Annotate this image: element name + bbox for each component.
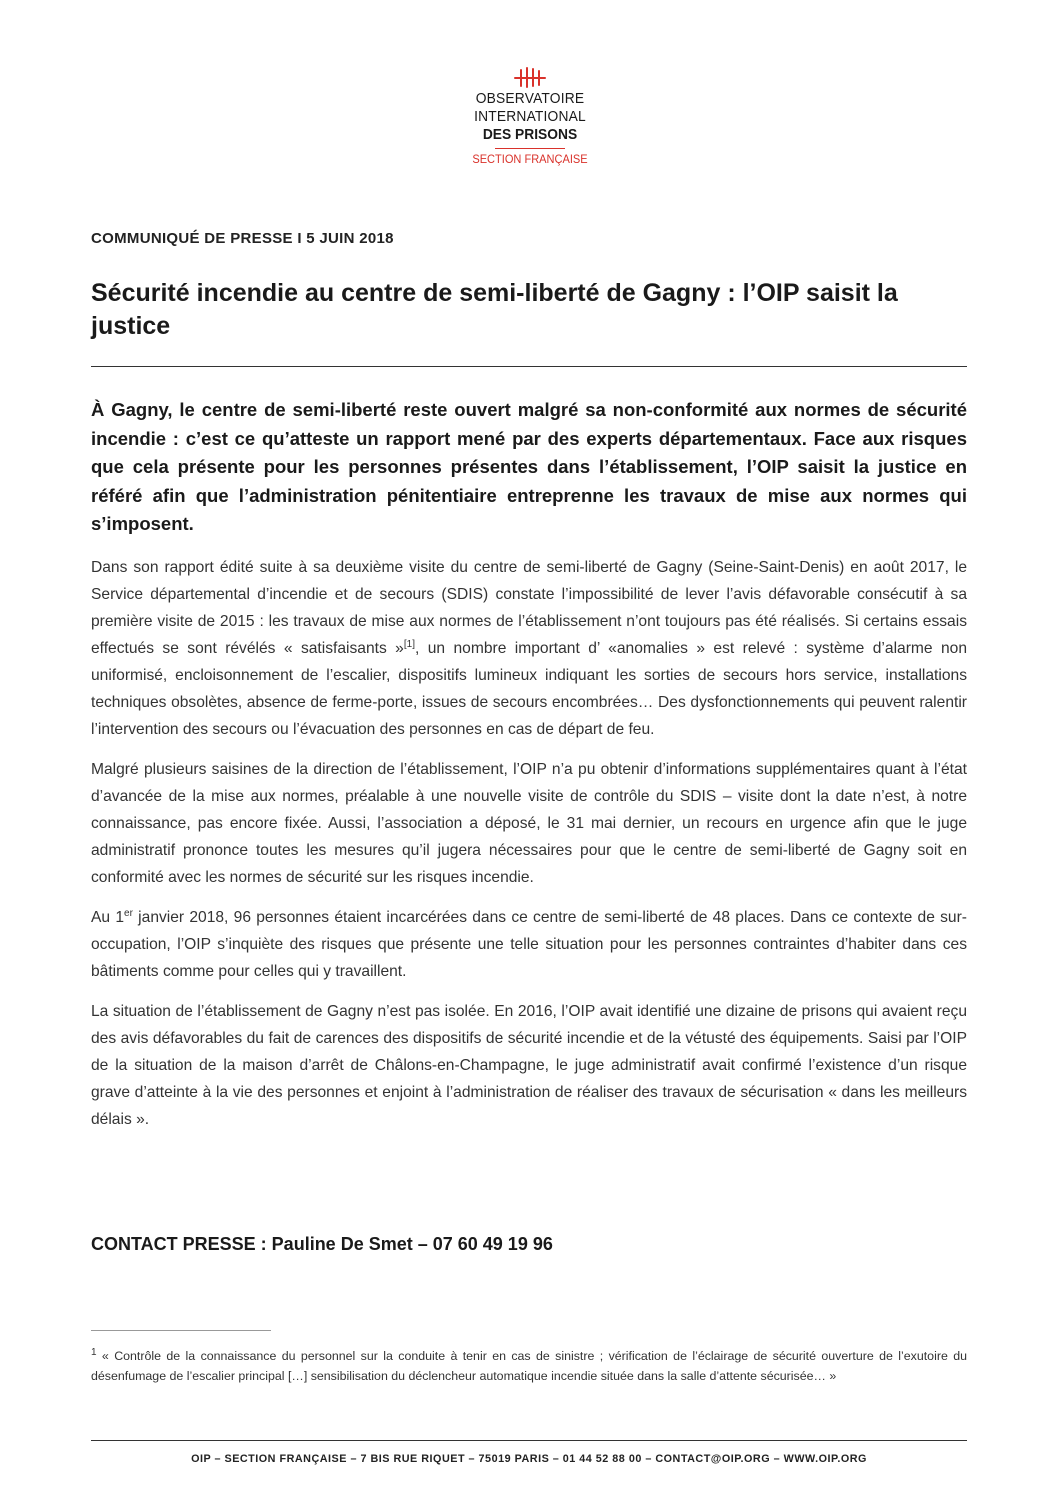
body-paragraph-2: Malgré plusieurs saisines de la direction de l’établissement, l’OIP n’a pu obtenir d’informations supplémentaires quant à l’état d’avancée de la mise aux normes, préalable à une nouvelle visite de contrôle du SDIS – visite dont la date n’est, à notre connaissance, pas encore fixée. Aussi, l’association a déposé, le 31 mai dernier, un recours en urgence afin que le juge administratif prononce toutes les mesures qu’il jugera nécessaires pour que le centre de semi-liberté de Gagny soit en conformité avec les normes de sécurité sur les risques incendie. [91,761,967,886]
logo-line-3: SECTION FRANÇAISE [472,152,588,166]
footnote-text: « Contrôle de la connaissance du personnel sur la conduite à tenir en cas de sinistre ; vérification de l’éclairage de sécurité ouverture de l’exutoire du désenfumage de l’escalier principal […] sensibilisation du déclencheur automatique incendie située dans la salle d’attente sécurisée… » [91,1349,967,1383]
press-contact: CONTACT PRESSE : Pauline De Smet – 07 60 49 19 96 [91,1234,553,1254]
oip-logo [415,66,645,167]
body-paragraph-3-part-a: Au 1 [91,909,125,926]
header-divider [91,366,967,367]
body-paragraph-3-part-b: janvier 2018, 96 personnes étaient incarcérées dans ce centre de semi-liberté de 48 places. Dans ce contexte de sur-occupation, l’OIP s’inquiète des risques que présente une telle situation pour les personnes contraintes d’habiter dans ces bâtiments comme pour celles qui y travaillent. [91,909,967,980]
prison-bars-icon [512,66,548,88]
ordinal-superscript: er [124,907,133,919]
footnote-reference[interactable]: [1] [403,638,415,650]
logo-line-2: DES PRISONS [482,126,578,143]
footnote-divider [91,1330,271,1331]
body-paragraph-1 [91,554,967,743]
page-title: Sécurité incendie au centre de semi-liberté de Gagny : l’OIP saisit la justice [91,279,898,340]
footnote [91,1346,967,1386]
body-paragraph-1-part-a: Dans son rapport édité suite à sa deuxième visite du centre de semi-liberté de Gagny (Seine-Saint-Denis) en août 2017, le Service départemental d’incendie et de secours (SDIS) constate l’impossibilité de lever l’avis défavorable consécutif à sa première visite de 2015 : les travaux de mise aux normes de l’établissement n’ont toujours pas été réalisés. Si certains essais effectués se sont révélés « satisfaisants » [91,559,967,657]
page-footer: OIP – SECTION FRANÇAISE – 7 BIS RUE RIQUET – 75019 PARIS – 01 44 52 88 00 – CONTACT@OIP.ORG – WWW.OIP.ORG [191,1453,867,1465]
body-paragraph-3 [91,904,967,985]
article-body [91,554,967,1146]
body-paragraph-4: La situation de l’établissement de Gagny n’est pas isolée. En 2016, l’OIP avait identifié une dizaine de prisons qui avaient reçu des avis défavorables du fait de carences des dispositifs de sécurité incendie et de la vétusté des équipements. Saisi par l’OIP de la situation de la maison d’arrêt de Châlons-en-Champagne, le juge administratif avait confirmé l’existence d’un risque grave d’atteinte à la vie des personnes et enjoint à l’administration de réaliser des travaux de sécurisation « dans les meilleurs délais ». [91,1003,967,1128]
body-paragraph-1-part-b: , un nombre important d’ «anomalies » est relevé : système d’alarme non uniformisé, encloisonnement de l’escalier, dispositifs lumineux indiquant les sorties de secours hors service, installations techniques obsolètes, absence de ferme-porte, issues de secours encombrées… Des dysfonctionnements qui peuvent ralentir l’intervention des secours ou l’évacuation des personnes en cas de départ de feu. [91,640,967,738]
logo-line-1: OBSERVATOIRE INTERNATIONAL [474,90,586,125]
logo-divider [495,148,565,149]
press-release-dateline: COMMUNIQUÉ DE PRESSE I 5 JUIN 2018 [91,230,394,247]
lead-paragraph: À Gagny, le centre de semi-liberté reste ouvert malgré sa non-conformité aux normes de sécurité incendie : c’est ce qu’atteste un rapport mené par des experts départementaux. Face aux risques que cela présente pour les personnes présentes dans l’établissement, l’OIP saisit la justice en référé afin que l’administration pénitentiaire entreprenne les travaux de mise aux normes qui s’imposent. [91,399,967,534]
footer-divider [91,1440,967,1441]
footnote-marker: 1 [91,1346,97,1358]
